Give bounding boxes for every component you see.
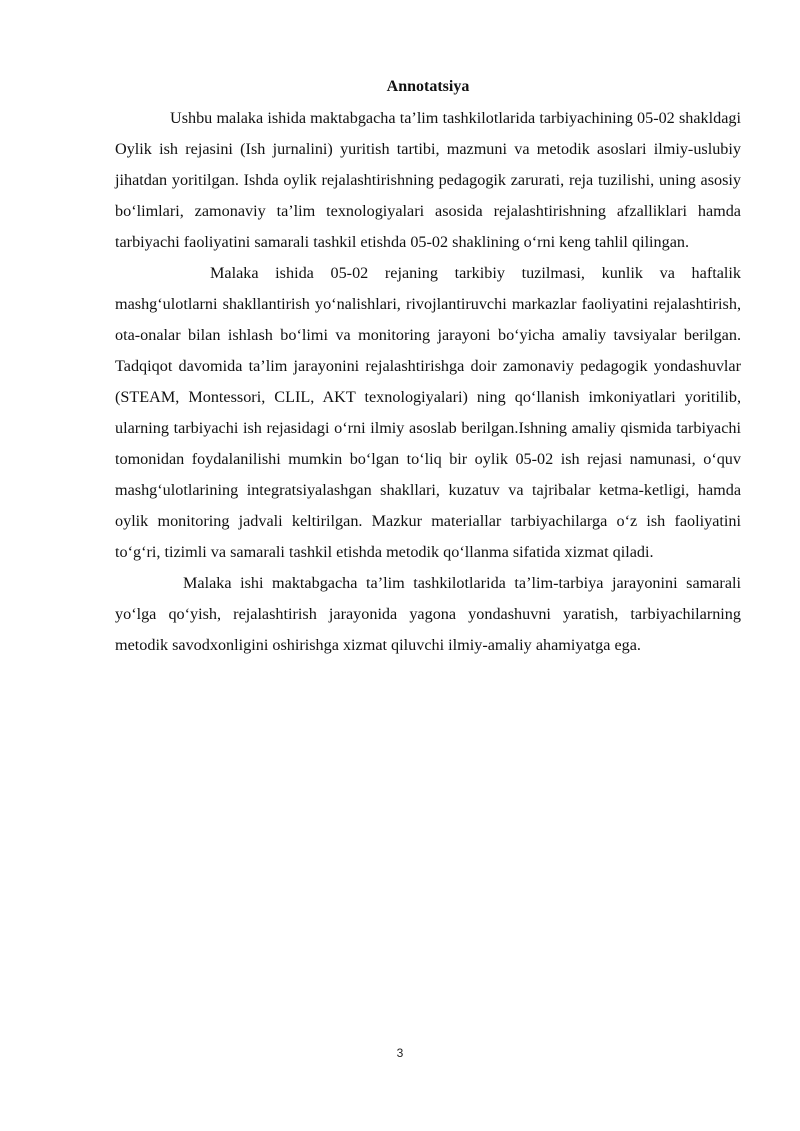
page-number: 3 <box>396 1046 404 1060</box>
page-title: Annotatsiya <box>386 78 470 95</box>
abstract-paragraph-2: Malaka ishida 05-02 rejaning tarkibiy tuzilmasi, kunlik va haftalik mashg‘ulotlarni shakllantirish yo‘nalishlari, rivojlantiruvchi markazlar faoliyatini rejalashtirish, ota-onalar bilan ishlash bo‘limi va monitoring jarayoni bo‘yicha amaliy tavsiyalar berilgan. Tadqiqot davomida ta’lim jarayonini rejalashtirishga doir zamonaviy pedagogik yondashuvlar (STEAM, Montessori, CLIL, AKT texnologiyalari) ning qo‘llanish imkoniyatlari yoritilib, ularning tarbiyachi ish rejasidagi o‘rni ilmiy asoslab berilgan.Ishning amaliy qismida tarbiyachi tomonidan foydalanilishi mumkin bo‘lgan to‘liq bir oylik 05-02 ish rejasi namunasi, o‘quv mashg‘ulotlarining integratsiyalashgan shakllari, kuzatuv va tajribalar ketma-ketligi, hamda oylik monitoring jadvali keltirilgan. Mazkur materiallar tarbiyachilarga o‘z ish faoliyatini to‘g‘ri, tizimli va samarali tashkil etishda metodik qo‘llanma sifatida xizmat qiladi. <box>115 264 741 561</box>
abstract-paragraph-1: Ushbu malaka ishida maktabgacha ta’lim tashkilotlarida tarbiyachining 05-02 shakldagi Oylik ish rejasini (Ish jurnalini) yuritish tartibi, mazmuni va metodik asoslari ilmiy-uslubiy jihatdan yoritilgan. Ishda oylik rejalashtirishning pedagogik zarurati, reja tuzilishi, uning asosiy bo‘limlari, zamonaviy ta’lim texnologiyalari asosida rejalashtirishning afzalliklari hamda tarbiyachi faoliyatini samarali tashkil etishda 05-02 shaklining o‘rni keng tahlil qilingan. <box>115 109 741 251</box>
abstract-paragraph-3: Malaka ishi maktabgacha ta’lim tashkilotlarida ta’lim-tarbiya jarayonini samarali yo‘lga qo‘yish, rejalashtirish jarayonida yagona yondashuvni yaratish, tarbiyachilarning metodik savodxonligini oshirishga xizmat qiluvchi ilmiy-amaliy ahamiyatga ega. <box>115 574 741 654</box>
page-content <box>115 75 741 661</box>
